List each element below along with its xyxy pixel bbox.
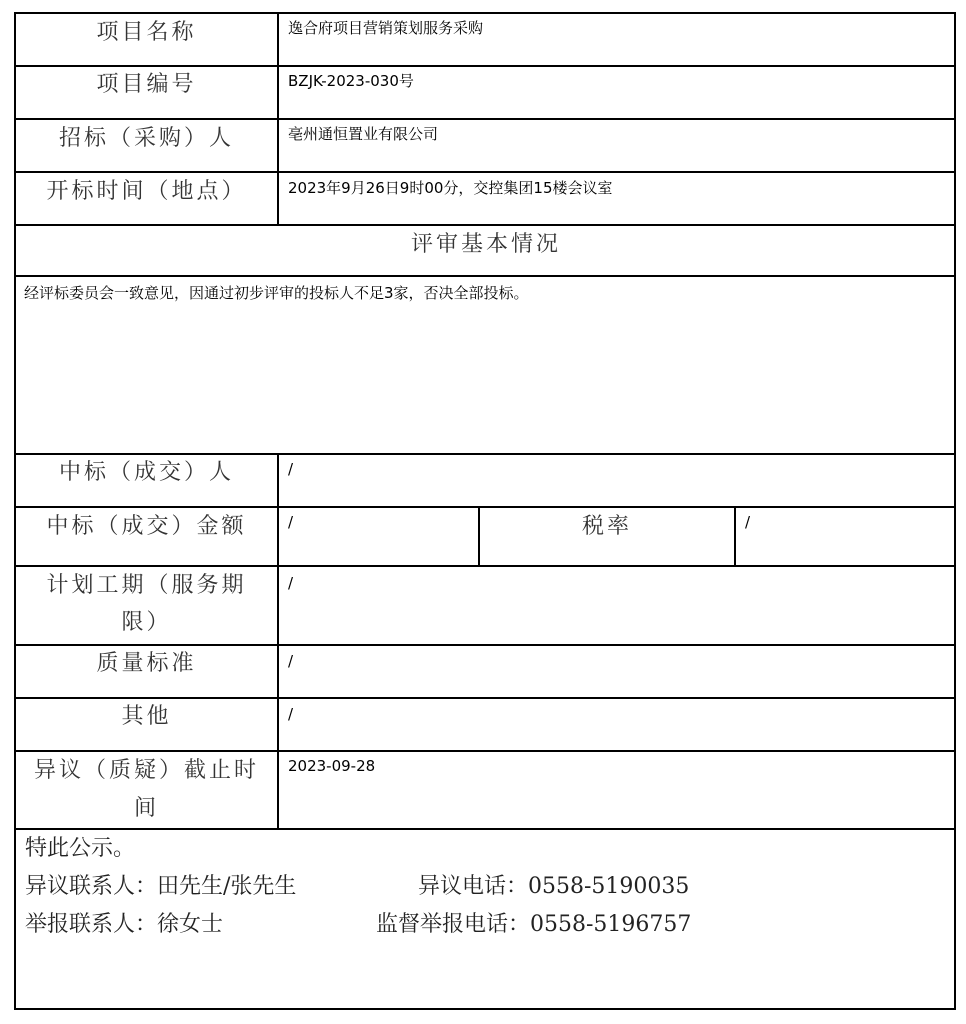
tax-rate-label: 税率 [581,514,632,539]
report-contact: 举报联系人：徐女士 [25,912,224,937]
quality-value: / [288,652,294,670]
objection-deadline-value: 2023-09-28 [288,757,376,775]
purchaser-value: 亳州通恒置业有限公司 [288,125,439,143]
column-divider [734,506,736,566]
amount-value: / [288,513,294,531]
project-name-label: 项目名称 [96,20,197,45]
objection-deadline-label-continued: 间 [133,796,159,821]
project-name-value: 逸合府项目营销策划服务采购 [288,19,484,37]
objection-phone: 异议电话：0558-5190035 [418,874,690,899]
row-divider [14,275,956,277]
review-content: 经评标委员会一致意见，因通过初步评审的投标人不足3家，否决全部投标。 [24,284,529,302]
period-value: / [288,574,294,592]
project-number-label: 项目编号 [96,72,197,97]
period-label: 计划工期（服务期 [46,573,247,598]
other-value: / [288,705,294,723]
winner-label: 中标（成交）人 [58,460,234,485]
row-divider [14,828,956,830]
notice-statement: 特此公示。 [25,836,136,861]
winner-value: / [288,460,294,478]
review-heading: 评审基本情况 [410,232,561,257]
purchaser-label: 招标（采购）人 [58,126,234,151]
project-number-value: BZJK-2023-030号 [288,72,414,90]
tax-rate-value: / [745,513,751,531]
period-label-continued: 限） [121,610,172,635]
opening-time-label: 开标时间（地点） [46,179,247,204]
report-phone: 监督举报电话：0558-5196757 [376,912,692,937]
other-label: 其他 [121,704,172,729]
opening-time-value: 2023年9月26日9时00分，交控集团15楼会议室 [288,179,613,197]
objection-deadline-label: 异议（质疑）截止时 [33,758,259,783]
amount-label: 中标（成交）金额 [46,514,247,539]
column-divider [277,453,279,829]
column-divider [277,12,279,225]
objection-contact: 异议联系人：田先生/张先生 [25,874,297,899]
quality-label: 质量标准 [96,651,197,676]
